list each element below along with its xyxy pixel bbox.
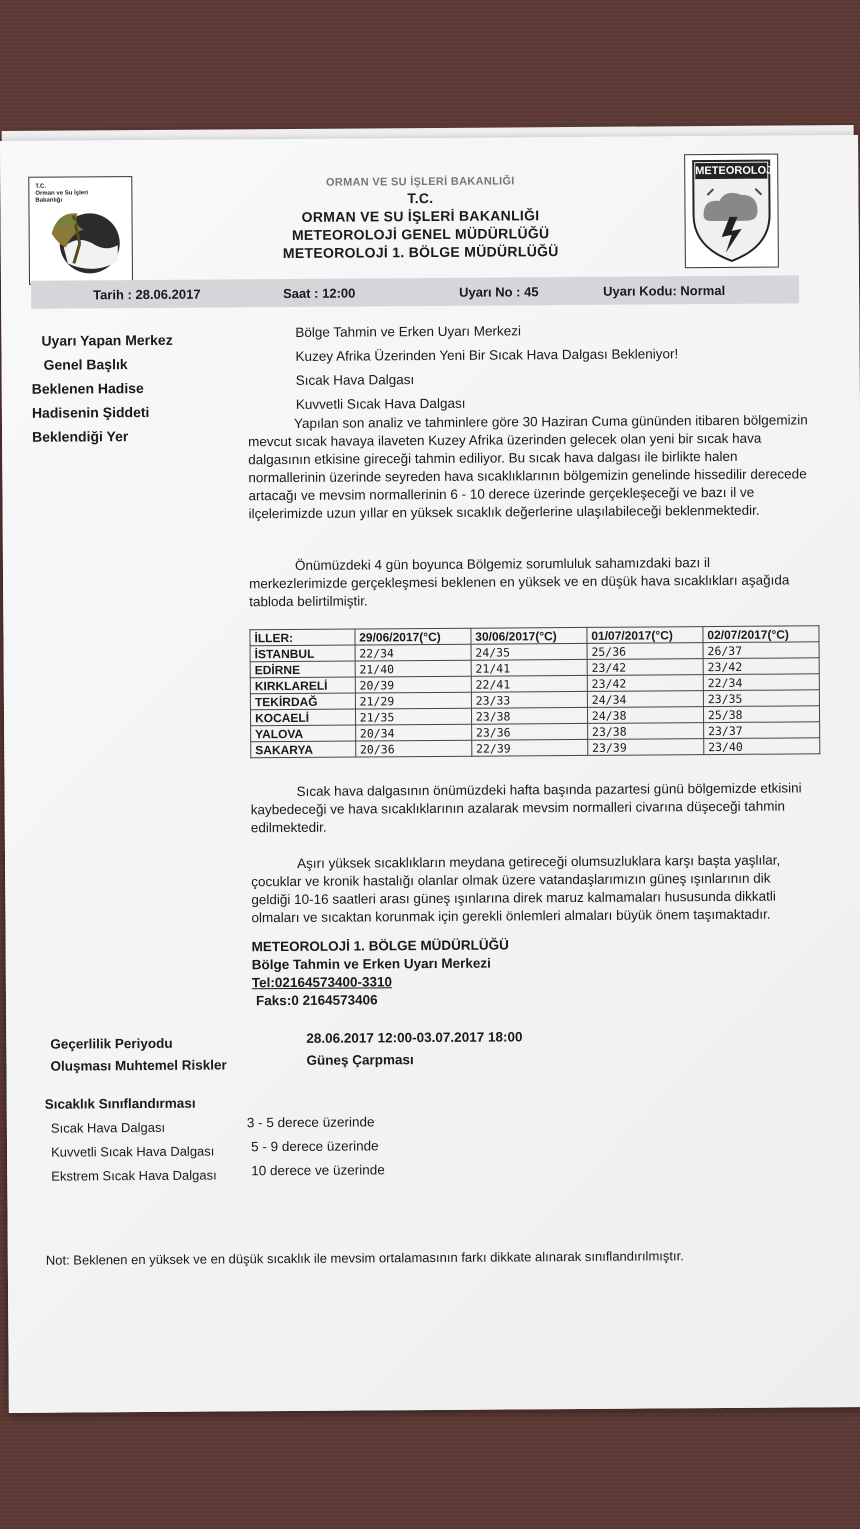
table-cell: 23/42: [703, 658, 819, 675]
field-label-event: Beklenen Hadise: [31, 379, 144, 397]
table-cell: 20/34: [355, 724, 471, 741]
table-cell: 23/42: [587, 659, 703, 676]
table-cell-city: İSTANBUL: [250, 645, 355, 662]
field-label-severity: Hadisenin Şiddeti: [31, 403, 150, 421]
classification-name: Ekstrem Sıcak Hava Dalgası: [51, 1167, 217, 1184]
signature-fax: Faks:0 2164573406: [255, 992, 378, 1009]
table-cell: 21/40: [355, 660, 471, 677]
table-cell-city: YALOVA: [251, 725, 356, 742]
document-page: [0, 135, 860, 1413]
date-label: Tarih : 28.06.2017: [93, 286, 201, 303]
time-label: Saat : 12:00: [283, 285, 356, 302]
table-cell-city: SAKARYA: [251, 741, 356, 758]
table-cell: 21/41: [471, 659, 587, 676]
table-cell: 22/39: [471, 739, 587, 756]
field-value-event: Sıcak Hava Dalgası: [295, 372, 415, 388]
field-value-title: Kuzey Afrika Üzerinden Yeni Bir Sıcak Hava Dalgası Bekleniyor!: [295, 346, 679, 364]
field-label-location: Beklendiği Yer: [32, 428, 129, 445]
logo-text-line: T.C.: [35, 183, 47, 190]
table-cell: 23/33: [471, 691, 587, 708]
table-cell: 23/37: [703, 722, 819, 739]
classification-value: 10 derece ve üzerinde: [251, 1162, 385, 1179]
tree-globe-icon: [43, 203, 124, 278]
logo-text-line: Orman ve Su İşleri: [35, 190, 89, 197]
ministry-logo: [28, 176, 133, 285]
paragraph-end-of-wave: Sıcak hava dalgasının önümüzdeki hafta başında pazartesi günü bölgemizde etkisini kaybedeceği ve hava sıcaklıklarının azalarak mevsim normalleri civarına düşeceği tahmin edilmektedir.: [250, 780, 802, 836]
table-header: İLLER:: [250, 629, 355, 646]
paragraph-forecast: Yapılan son analiz ve tahminlere göre 30 Haziran Cuma gününden itibaren bölgemizin mevcut sıcak havaya ilaveten Kuzey Afrika üzerinden gelecek olan yeni bir sıcak hava dalgasının etkisine gireceği tahmin ediliyor. Bu sıcak hava dalgası ile birlikte halen normallerinin üzerinde seyreden hava sıcaklıklarının bölgemizin genelinde hissedilir derecede artacağı ve mevsim normallerinin 6 - 10 derece üzerinde gerçekleşeceği ve bazı il ve ilçelerimizde uzun yıllar en yüksek sıcaklık değerlerine ulaşılabileceği beklenmektedir.: [248, 412, 808, 522]
classification-name: Sıcak Hava Dalgası: [50, 1119, 166, 1136]
risk-value: Güneş Çarpması: [306, 1052, 414, 1068]
classification-title: Sıcaklık Sınıflandırması: [44, 1095, 196, 1112]
table-cell: 23/38: [471, 707, 587, 724]
logo-text-line: Bakanlığı: [35, 197, 63, 204]
table-header: 29/06/2017(°C): [355, 628, 471, 645]
footnote: Not: Beklenen en yüksek ve en düşük sıcaklık ile mevsim ortalamasının farkı dikkate alınarak sınıflandırılmıştır.: [45, 1248, 684, 1268]
risk-label: Oluşması Muhtemel Riskler: [50, 1057, 227, 1074]
signature-center: Bölge Tahmin ve Erken Uyarı Merkezi: [251, 955, 491, 973]
table-cell: 23/38: [587, 723, 703, 740]
table-cell: 26/37: [703, 642, 819, 659]
table-cell: 25/38: [703, 706, 819, 723]
classification-value: 5 - 9 derece üzerinde: [250, 1138, 379, 1155]
paragraph-precautions: Aşırı yüksek sıcaklıkların meydana getireceği olumsuzluklara karşı başta yaşlılar, çocuklar ve kronik hastalığı olanlar olmak üzere vatandaşlarımızın güneş ışınlarının dik geldiği 10-16 saatleri arası güneş ışınlarına direk maruz kalmamaları hususunda dikkatli olmaları ve sıcaktan korunmak için gerekli önlemleri almaları büyük önem taşımaktadır.: [251, 852, 781, 926]
validity-label: Geçerlilik Periyodu: [50, 1035, 173, 1052]
table-header: 01/07/2017(°C): [587, 627, 703, 644]
table-cell: 24/38: [587, 707, 703, 724]
table-cell: 24/35: [471, 643, 587, 660]
table-cell: 20/36: [355, 740, 471, 757]
info-bar: [31, 275, 799, 308]
table-cell: 23/36: [471, 723, 587, 740]
validity-value: 28.06.2017 12:00-03.07.2017 18:00: [306, 1029, 523, 1046]
table-cell: 25/36: [587, 643, 703, 660]
table-cell: 21/35: [355, 708, 471, 725]
field-label-center: Uyarı Yapan Merkez: [41, 331, 173, 349]
faded-header-line: ORMAN VE SU İŞLERİ BAKANLIĞI: [325, 175, 515, 189]
temperature-table: [249, 625, 820, 758]
warning-number: Uyarı No : 45: [459, 284, 539, 300]
table-cell: 22/34: [355, 644, 471, 661]
header-regional-office: METEOROLOJİ 1. BÖLGE MÜDÜRLÜĞÜ: [282, 243, 559, 262]
paragraph-table-intro: Önümüzdeki 4 gün boyunca Bölgemiz sorumluluk sahamızdaki bazı il merkezlerimizde gerçekleşmesi beklenen en yüksek ve en düşük hava sıcaklıkları aşağıda tabloda belirtilmiştir.: [249, 555, 790, 610]
signature-phone[interactable]: Tel:02164573400-3310: [251, 974, 393, 991]
classification-value: 3 - 5 derece üzerinde: [246, 1114, 375, 1131]
table-cell-city: EDİRNE: [250, 661, 355, 678]
table-cell: 20/39: [355, 676, 471, 693]
table-cell: 22/41: [471, 675, 587, 692]
table-cell-city: KIRKLARELİ: [250, 677, 355, 694]
meteoroloji-logo: [684, 154, 779, 269]
signature-org: METEOROLOJİ 1. BÖLGE MÜDÜRLÜĞÜ: [251, 937, 509, 955]
field-value-severity: Kuvvetli Sıcak Hava Dalgası: [295, 395, 466, 412]
table-cell: 23/35: [703, 690, 819, 707]
table-cell: 21/29: [355, 692, 471, 709]
header-tc: T.C.: [407, 189, 434, 207]
table-cell: 23/40: [704, 738, 820, 755]
header-directorate: METEOROLOJİ GENEL MÜDÜRLÜĞÜ: [291, 225, 550, 243]
table-cell-city: TEKİRDAĞ: [250, 693, 355, 710]
table-cell-city: KOCAELİ: [250, 709, 355, 726]
table-row: [251, 738, 820, 758]
table-cell: 23/42: [587, 675, 703, 692]
table-header: 02/07/2017(°C): [703, 626, 819, 643]
field-value-center: Bölge Tahmin ve Erken Uyarı Merkezi: [295, 323, 521, 340]
table-cell: 22/34: [703, 674, 819, 691]
warning-code: Uyarı Kodu: Normal: [603, 282, 726, 299]
table-cell: 24/34: [587, 691, 703, 708]
field-label-title: Genel Başlık: [43, 356, 128, 373]
logo-title: METEOROLOJİ: [695, 164, 776, 178]
header-ministry: ORMAN VE SU İŞLERİ BAKANLIĞI: [301, 207, 540, 225]
table-cell: 23/39: [588, 739, 704, 756]
table-header: 30/06/2017(°C): [471, 627, 587, 644]
classification-name: Kuvvetli Sıcak Hava Dalgası: [51, 1143, 215, 1160]
